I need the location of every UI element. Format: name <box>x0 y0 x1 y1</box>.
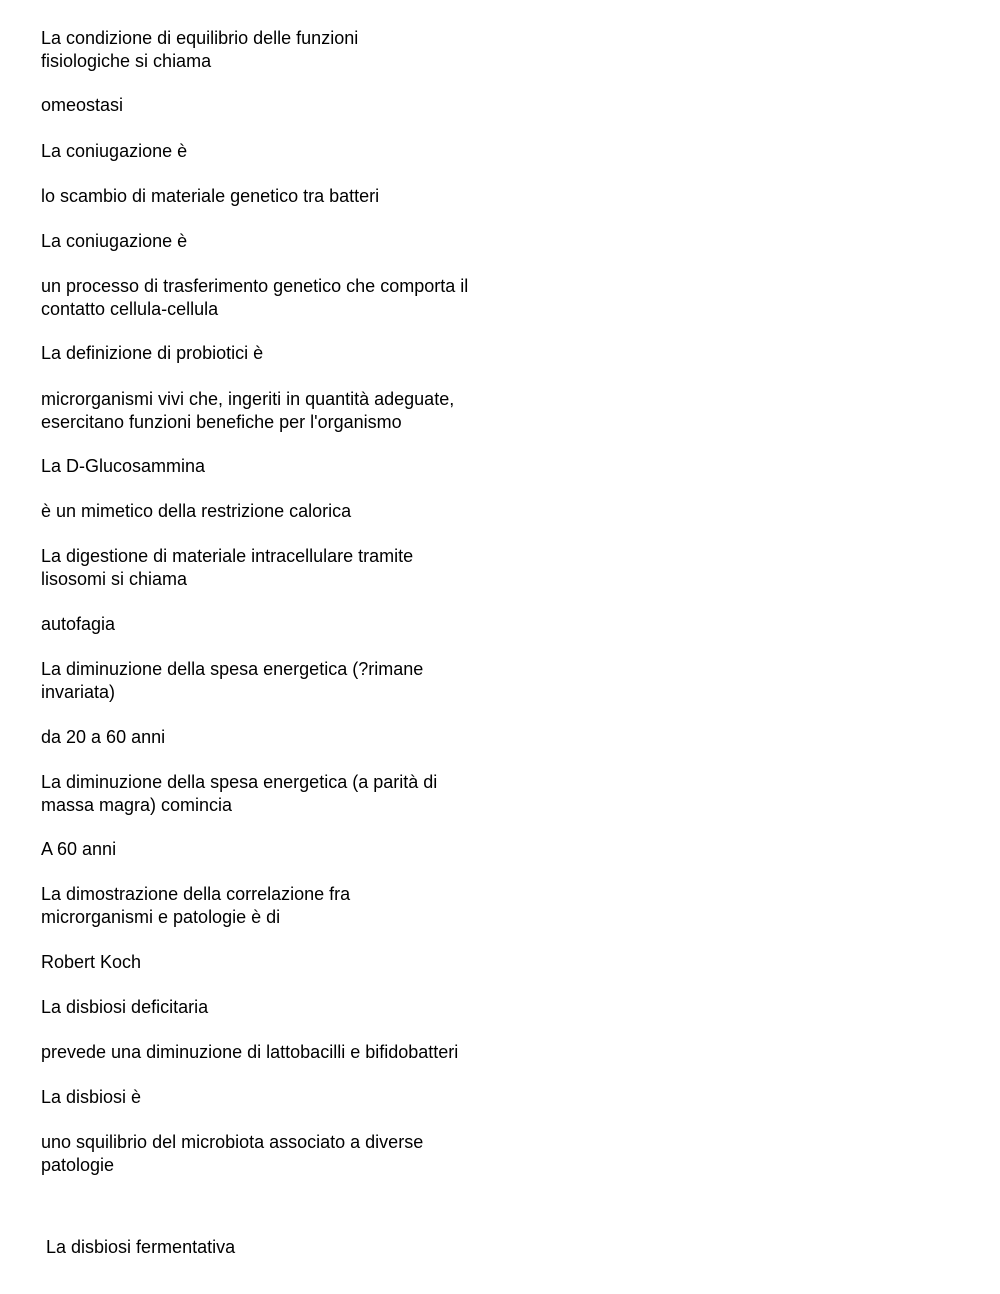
question-text: La disbiosi fermentativa <box>46 1237 236 1257</box>
question-text: La diminuzione della spesa energetica (a parità di massa magra) comincia <box>41 772 438 815</box>
answer-text: da 20 a 60 anni <box>41 727 166 747</box>
question-text: La disbiosi è <box>41 1087 142 1107</box>
question-text: La D-Glucosammina <box>41 456 206 476</box>
answer-text: uno squilibrio del microbiota associato a diverse patologie <box>41 1132 424 1175</box>
question-text: La disbiosi deficitaria <box>41 997 209 1017</box>
question-text: La dimostrazione della correlazione fra microrganismi e patologie è di <box>41 884 351 927</box>
question-text: La definizione di probiotici è <box>41 343 264 363</box>
answer-text: prevede una diminuzione di lattobacilli e bifidobatteri <box>41 1042 459 1062</box>
question-text: La digestione di materiale intracellulare tramite lisosomi si chiama <box>41 546 414 589</box>
answer-text: A 60 anni <box>41 839 117 859</box>
answer-text: autofagia <box>41 614 116 634</box>
answer-text: lo scambio di materiale genetico tra batteri <box>41 186 380 206</box>
question-text: La condizione di equilibrio delle funzioni fisiologiche si chiama <box>41 28 359 71</box>
answer-text: Robert Koch <box>41 952 142 972</box>
question-text: La diminuzione della spesa energetica (?rimane invariata) <box>41 659 424 702</box>
answer-text: omeostasi <box>41 95 124 115</box>
question-text: La coniugazione è <box>41 141 188 161</box>
answer-text: un processo di trasferimento genetico che comporta il contatto cellula-cellula <box>41 276 469 319</box>
question-text: La coniugazione è <box>41 231 188 251</box>
answer-text: è un mimetico della restrizione calorica <box>41 501 352 521</box>
answer-text: microrganismi vivi che, ingeriti in quantità adeguate, esercitano funzioni benefiche per l'organismo <box>41 389 455 432</box>
